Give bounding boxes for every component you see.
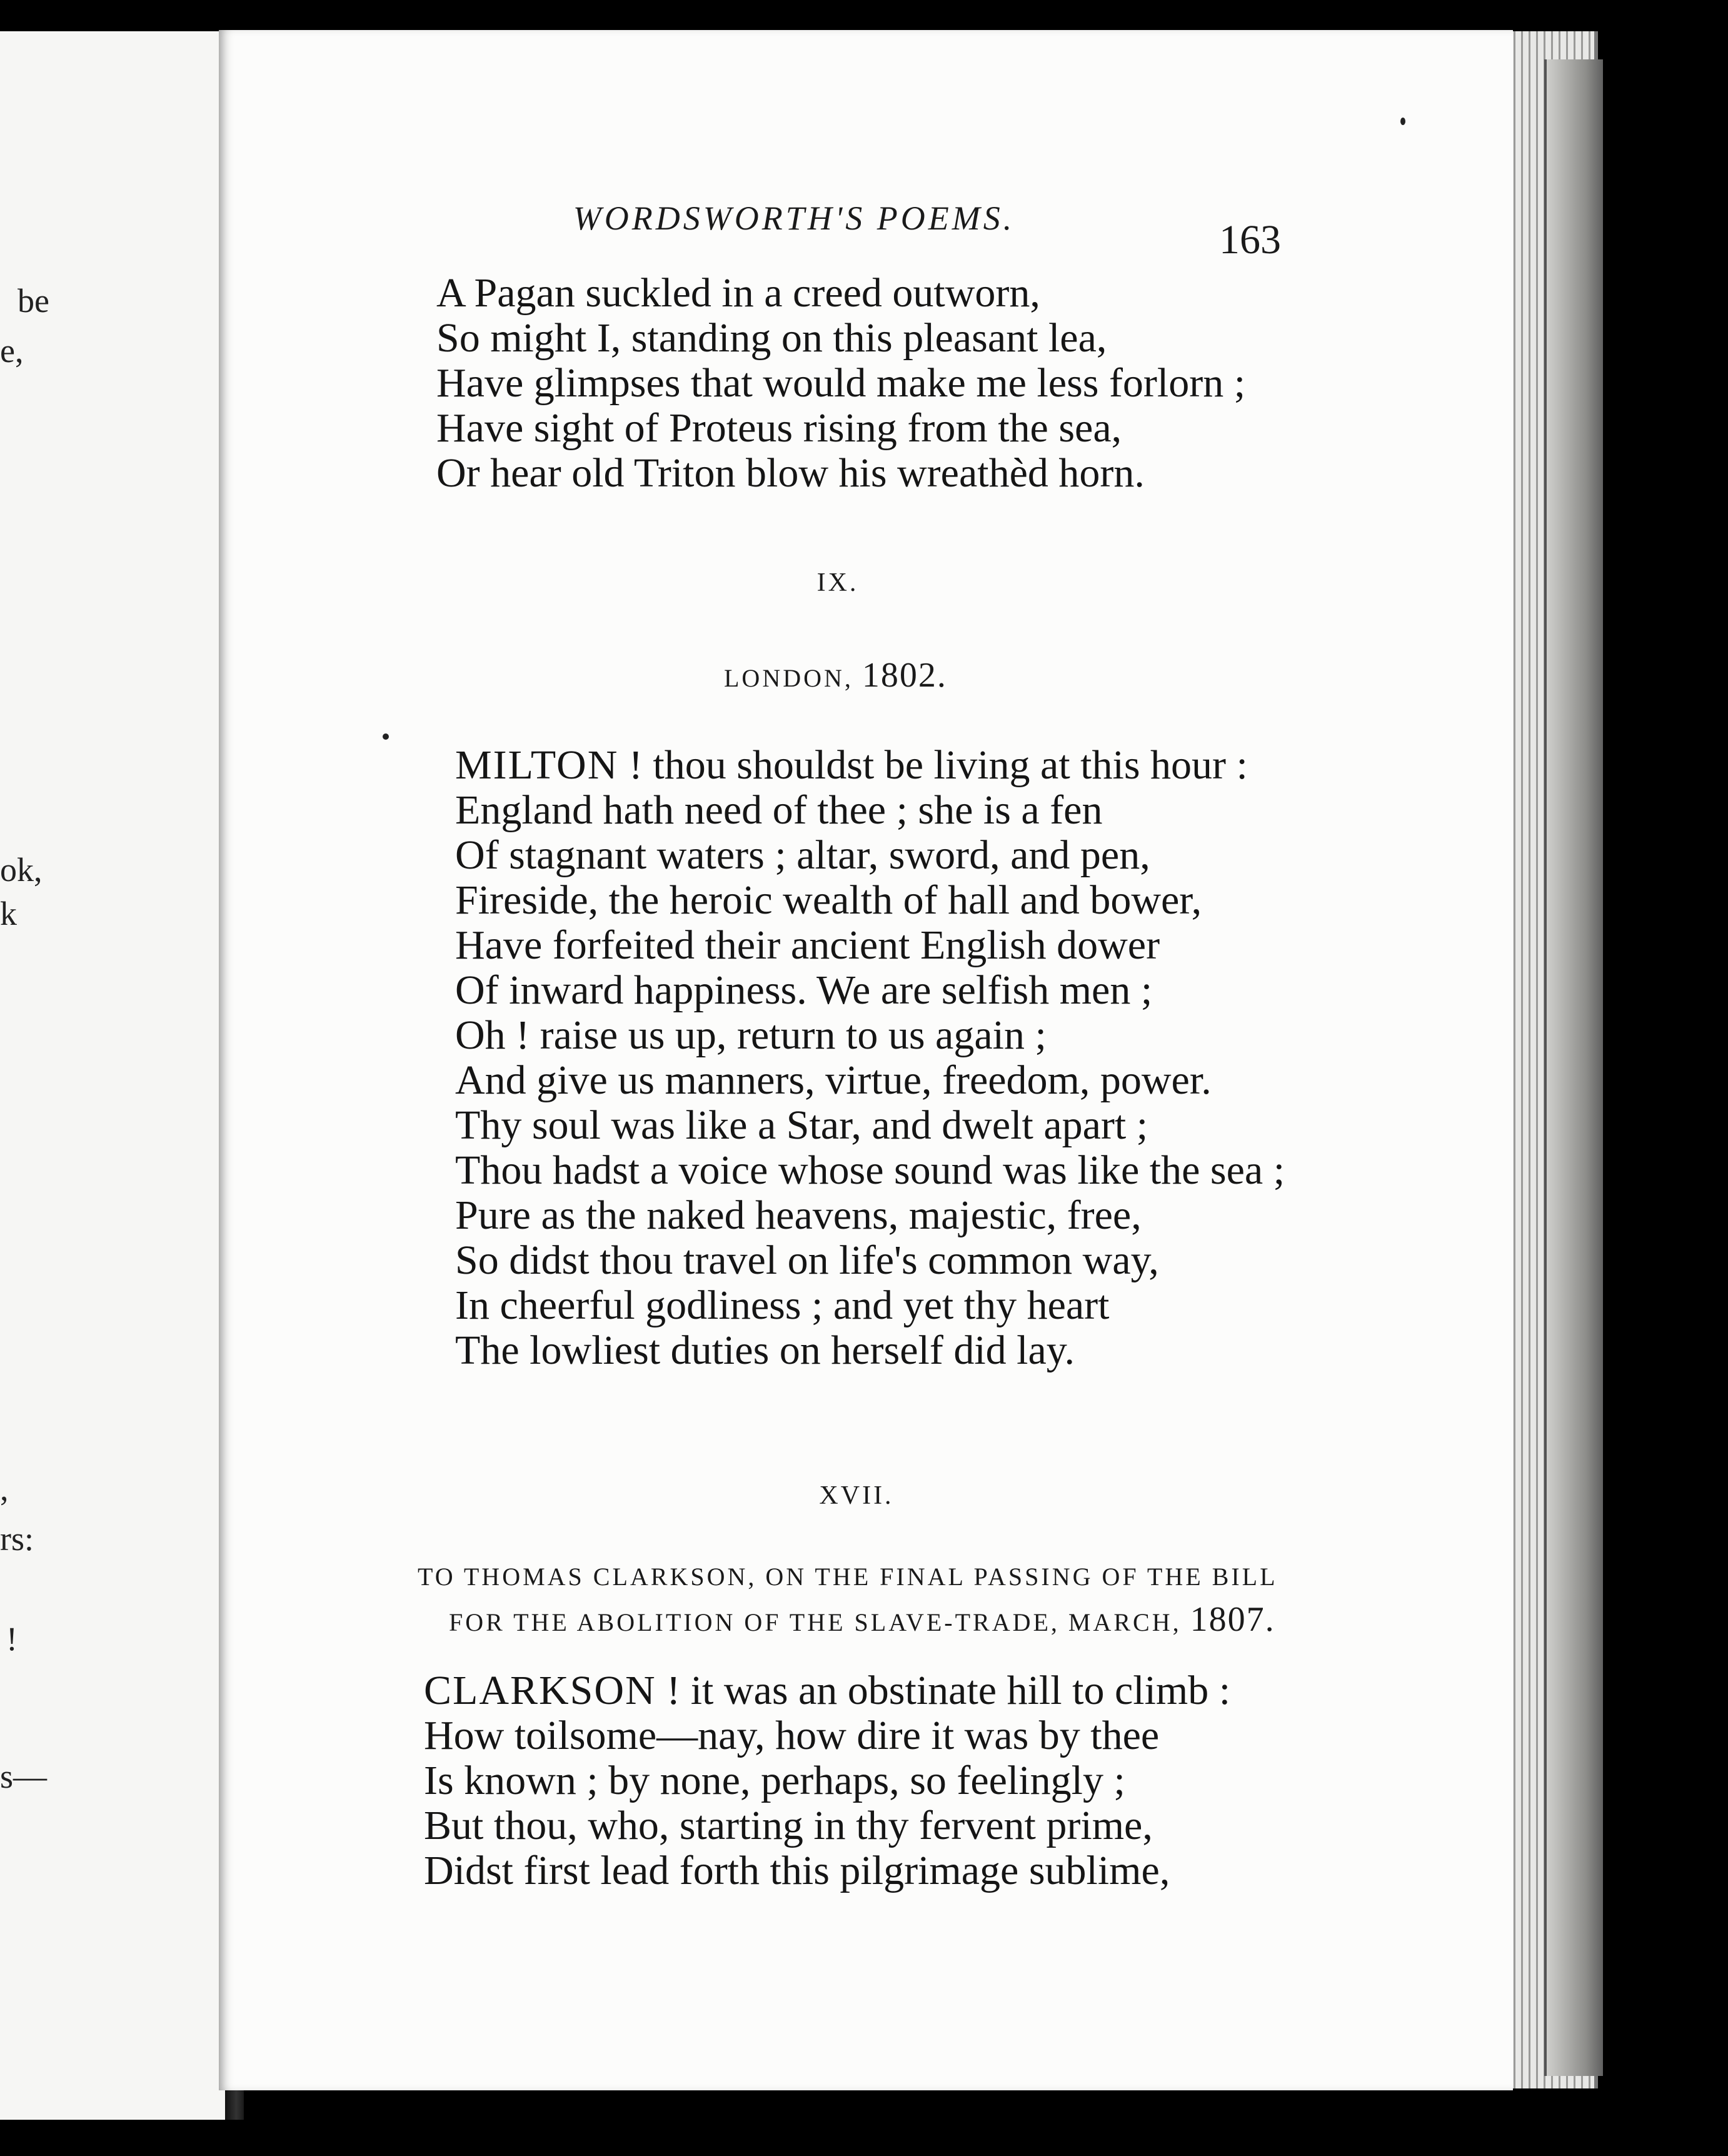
verse-line: England hath need of thee ; she is a fen [455,787,1103,833]
left-page-fragment: k [0,895,17,932]
opening-word: CLARKSON [424,1668,656,1713]
left-page-fragment: be [18,282,49,320]
verse-line: Oh ! raise us up, return to us again ; [455,1012,1047,1058]
left-page-fragment: ! [6,1620,18,1658]
left-page-fragment: , [0,1470,9,1508]
verse-line: Have forfeited their ancient English dower [455,922,1160,968]
verse-line: Of inward happiness. We are selfish men ; [455,967,1153,1013]
verse-line: Have glimpses that would make me less forlorn ; [436,360,1246,406]
left-page-fragment: rs: [0,1520,34,1558]
verse-line: But thou, who, starting in thy fervent prime, [424,1803,1153,1848]
page-number: 163 [1219,217,1281,263]
verse-line: Is known ; by none, perhaps, so feelingly ; [424,1758,1125,1803]
poem-xvii-body [424,1668,1230,1893]
verse-line: Fireside, the heroic wealth of hall and bower, [455,877,1202,923]
first-line-rest: ! thou shouldst be living at this hour : [618,742,1248,788]
left-page-fragment: s— [0,1758,48,1795]
verse-line: Or hear old Triton blow his wreathèd horn. [436,450,1145,496]
verse-line: So didst thou travel on life's common way, [455,1237,1159,1283]
verse-line: Didst first lead forth this pilgrimage sublime, [424,1848,1170,1893]
section-numeral-xvii: XVII. [819,1481,894,1510]
scan-speck [383,733,389,740]
verse-line-first [424,1668,1230,1713]
verse-line: Have sight of Proteus rising from the sea, [436,405,1122,451]
section-numeral-ix: IX. [816,568,859,597]
book-page [219,30,1513,2090]
verse-line: Thy soul was like a Star, and dwelt apart ; [455,1102,1148,1148]
verse-line: In cheerful godliness ; and yet thy heart [455,1282,1110,1328]
running-head: WORDSWORTH'S POEMS. [573,199,1015,237]
book-cover-board [1544,59,1603,2076]
left-facing-page [0,31,231,2120]
left-page-fragment: e, [0,332,24,370]
poem-title-clarkson-line2 [449,1599,1275,1640]
verse-line: Of stagnant waters ; altar, sword, and pen, [455,832,1150,878]
poem-viii-ending [436,271,1245,496]
verse-line: The lowliest duties on herself did lay. [455,1327,1075,1373]
verse-line: How toilsome—nay, how dire it was by thee [424,1713,1160,1758]
poem-title-text: FOR THE ABOLITION OF THE SLAVE-TRADE, MARCH, [449,1608,1182,1636]
poem-title-year: 1807. [1190,1600,1275,1639]
verse-line: Pure as the naked heavens, majestic, free, [455,1192,1142,1238]
poem-title-year: 1802. [861,656,947,695]
verse-line: And give us manners, virtue, freedom, power. [455,1057,1212,1103]
poem-ix-body [455,743,1285,1373]
verse-line: Thou hadst a voice whose sound was like the sea ; [455,1147,1285,1193]
left-page-fragment: ok, [0,851,43,889]
verse-line: A Pagan suckled in a creed outworn, [436,270,1040,316]
scan-speck [1400,118,1405,125]
poem-title-text: LONDON, [724,664,853,692]
poem-title-london [724,655,947,695]
verse-line: So might I, standing on this pleasant lea, [436,315,1107,361]
verse-line-first [455,743,1285,788]
opening-word: MILTON [455,742,619,788]
poem-title-clarkson-line1: TO THOMAS CLARKSON, ON THE FINAL PASSING OF THE BILL [418,1563,1278,1591]
first-line-rest: ! it was an obstinate hill to climb : [656,1668,1231,1713]
